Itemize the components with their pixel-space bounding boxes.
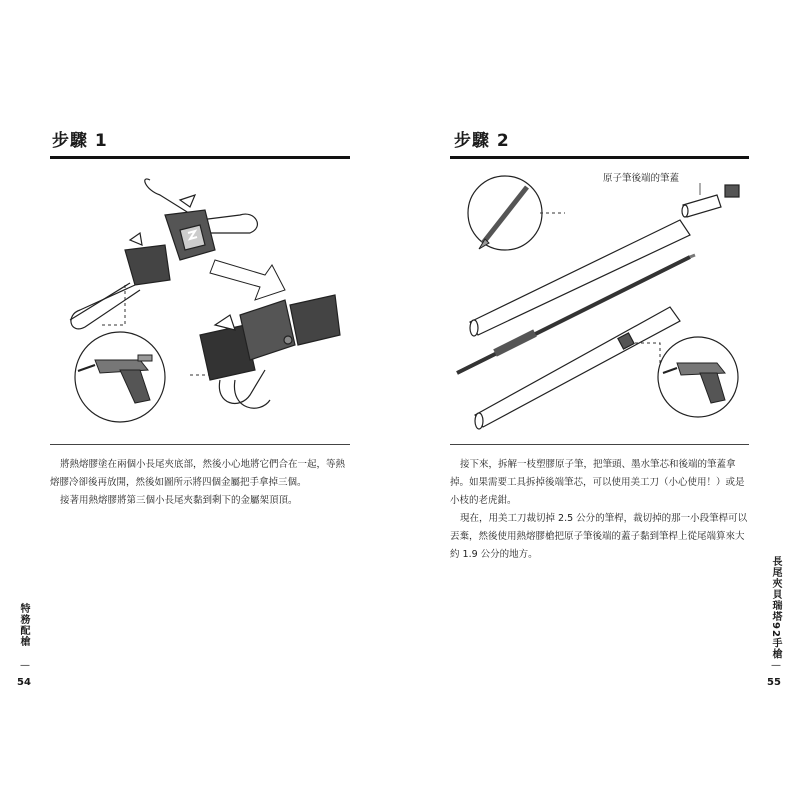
arrow-icon: [210, 260, 285, 300]
heading-rule: [450, 156, 749, 159]
right-page: [400, 0, 800, 800]
page-number: 55: [767, 677, 781, 688]
clip-assembly-top: [70, 179, 257, 329]
running-head: 長尾夾貝瑞塔92手槍: [770, 556, 781, 660]
pen-end-cap: [725, 185, 739, 197]
running-head: 特務配槍: [18, 603, 29, 647]
paragraph: 接著用熱熔膠將第三個小長尾夾黏到剩下的金屬架頂頂。: [60, 495, 298, 506]
pen-disassembly-illustration: [445, 165, 760, 435]
step-title: 步驟 1: [52, 131, 108, 151]
clip-assembly-bottom: [200, 295, 340, 408]
glue-gun-inset: [75, 332, 165, 422]
paragraph: 接下來，拆解一枝塑膠原子筆，把筆頭、墨水筆芯和後端的筆蓋拿掉。如果需要工具拆掉後端筆芯，可以使用美工刀（小心使用！）或是小枝的老虎鉗。: [450, 459, 745, 506]
barrel-cut-piece: [682, 195, 721, 217]
pen-barrel-short: [475, 307, 680, 429]
folio-dash: —: [771, 660, 781, 671]
paragraph: 現在，用美工刀裁切掉 2.5 公分的筆桿，裁切掉的那一小段筆桿可以丟棄，然後使用熱熔膠槍把原子筆後端的蓋子黏到筆桿上從尾端算來大約 1.9 公分的地方。: [450, 513, 748, 560]
binder-clip-illustration: [40, 165, 360, 435]
paragraph: 將熱熔膠塗在兩個小長尾夾底部，然後小心地將它們合在一起，等熱熔膠冷卻後再放開，然後如圖所示將四個金屬把手拿掉三個。: [50, 459, 346, 488]
body-text: [450, 456, 752, 564]
folio-dash: —: [20, 660, 30, 671]
figure-rule: [450, 444, 749, 445]
page-number: 54: [17, 677, 31, 688]
craft-knife-inset: [468, 176, 542, 250]
glue-gun-inset: [658, 337, 738, 417]
callout-label: 原子筆後端的筆蓋: [603, 173, 680, 184]
heading-rule: [50, 156, 350, 159]
figure-rule: [50, 444, 350, 445]
step-title: 步驟 2: [454, 131, 510, 151]
body-text: [50, 456, 350, 510]
